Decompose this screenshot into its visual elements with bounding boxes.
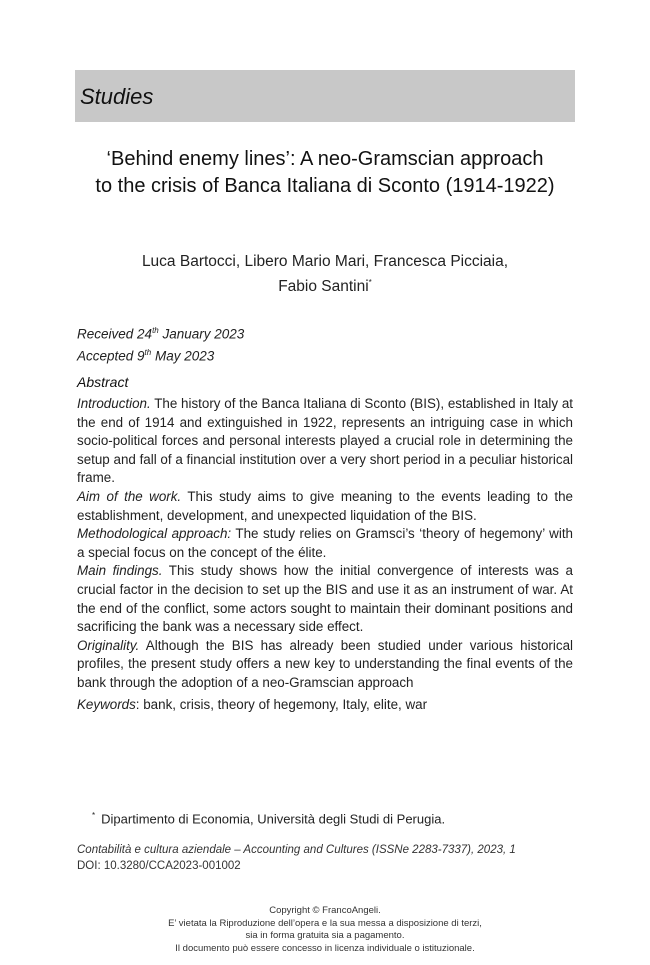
keywords-label: Keywords: [77, 697, 136, 712]
abstract-label: Main findings.: [77, 563, 163, 579]
copyright-line-3: sia in forma gratuita sia a pagamento.: [245, 930, 405, 941]
abstract-text: Although the BIS has already been studied under various historical profiles, the present study offers a new key to understanding the final events of the bank through the adoption of a neo-Gramscian approach: [77, 637, 573, 690]
abstract-findings: [77, 562, 573, 636]
affiliation-marker: *: [368, 278, 372, 287]
abstract-label: Methodological approach:: [77, 526, 232, 542]
abstract-text: The study relies on Gramsci’s ‘theory of hegemony’ with a special focus on the concept of the élite.: [77, 526, 573, 560]
footnote-text: Dipartimento di Economia, Università degli Studi di Perugia.: [101, 811, 446, 827]
authors-line-2: [40, 272, 610, 297]
accepted-ordinal: th: [144, 348, 152, 357]
received-suffix: January 2023: [158, 326, 245, 342]
abstract-label: Aim of the work.: [77, 488, 182, 504]
copyright-line-1: Copyright © FrancoAngeli.: [269, 905, 381, 916]
doi: DOI: 10.3280/CCA2023-001002: [77, 860, 241, 872]
abstract-heading: Abstract: [77, 374, 129, 390]
affiliation-footnote: [92, 811, 446, 827]
copyright-line-2: E’ vietata la Riproduzione dell’opera e la sua messa a disposizione di terzi,: [168, 917, 482, 929]
received-ordinal: th: [152, 326, 159, 335]
author-name: Fabio Santini: [278, 278, 369, 296]
abstract-aim: [77, 488, 573, 525]
accepted-prefix: Accepted 9: [77, 348, 145, 364]
copyright-notice: [75, 905, 575, 955]
abstract-body: [77, 395, 573, 693]
authors-line-1: Luca Bartocci, Libero Mario Mari, Francesca Picciaia,: [141, 253, 509, 270]
footnote-marker: *: [92, 811, 96, 820]
received-date: [77, 322, 244, 344]
title-line-2: to the crisis of Banca Italiana di Sconto (1914-1922): [95, 175, 555, 197]
accepted-date: [77, 344, 244, 366]
journal-citation: Contabilità e cultura aziendale – Accounting and Cultures (ISSNe 2283-7337), 2023, 1: [77, 844, 516, 856]
copyright-line-4: Il documento può essere concesso in licenza individuale o istituzionale.: [175, 942, 475, 954]
abstract-text: This study shows how the initial convergence of interests was a crucial factor in the decision to set up the BIS and use it as an instrument of war. At the end of the conflict, some actors sought to maintain their dominant positions and sacrificing the bank was a necessary side effect.: [77, 563, 573, 635]
abstract-originality: [77, 637, 573, 693]
abstract-text: This study aims to give meaning to the events leading to the establishment, development, and unexpected liquidation of the BIS.: [77, 488, 573, 523]
accepted-suffix: May 2023: [151, 348, 215, 364]
article-title: [40, 146, 610, 200]
abstract-method: [77, 525, 573, 562]
received-prefix: Received 24: [77, 326, 153, 342]
keywords-text: : bank, crisis, theory of hegemony, Italy, elite, war: [135, 697, 428, 712]
abstract-introduction: [77, 395, 573, 488]
title-line-1: ‘Behind enemy lines’: A neo-Gramscian approach: [106, 148, 544, 170]
abstract-text: The history of the Banca Italiana di Sconto (BIS), established in Italy at the end of 1914 and extinguished in 1922, represents an intriguing case in which socio-political forces and personal interests played a crucial role in determining the setup and fall of a financial institution over a very short period in a peculiar historical frame.: [77, 396, 573, 486]
journal-info: [77, 842, 516, 874]
submission-dates: [77, 322, 244, 366]
author-list: [40, 251, 610, 297]
abstract-label: Originality.: [77, 637, 140, 653]
abstract-label: Introduction.: [77, 396, 151, 411]
section-header-bar: [75, 70, 575, 122]
keywords: [77, 697, 427, 712]
section-label: Studies: [80, 84, 154, 109]
